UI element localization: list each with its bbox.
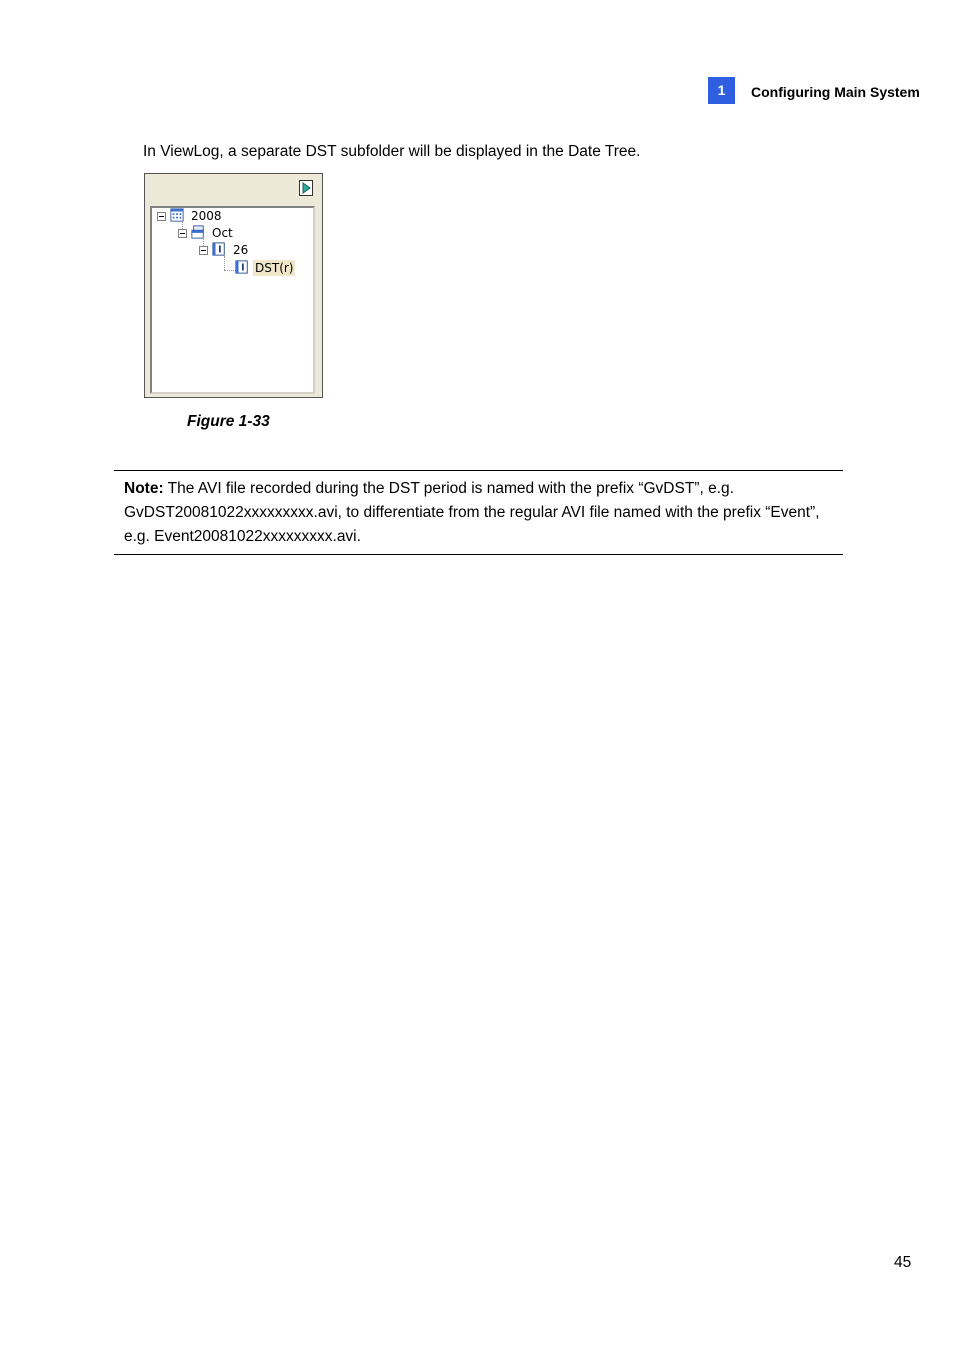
calendar-month-icon — [191, 225, 205, 239]
date-tree-window — [144, 173, 323, 398]
tree-node-day[interactable] — [152, 242, 312, 258]
note-box — [124, 477, 824, 549]
calendar-day-icon — [235, 260, 249, 274]
tree-node-month[interactable] — [152, 225, 312, 241]
collapse-toggle[interactable] — [178, 229, 187, 238]
chapter-badge: 1 — [708, 77, 735, 104]
tree-node-label: Oct — [212, 226, 233, 240]
note-text: The AVI file recorded during the DST period is named with the prefix “GvDST”, e.g. GvDST20081022xxxxxxxxx.avi, to differentiate from the regular AVI file named with the prefix “Event”, e.g. Event20081022xxxxxxxxx.avi. — [124, 480, 820, 545]
calendar-day-icon — [212, 242, 226, 256]
expand-arrow-button[interactable] — [299, 180, 313, 196]
tree-node-label: DST(r) — [255, 261, 294, 275]
tree-node-year[interactable] — [152, 208, 312, 224]
collapse-toggle[interactable] — [157, 212, 166, 221]
tree-node-dst[interactable] — [152, 260, 312, 276]
page-number: 45 — [894, 1254, 912, 1271]
play-arrow-icon — [300, 181, 312, 195]
intro-paragraph: In ViewLog, a separate DST subfolder will be displayed in the Date Tree. — [143, 143, 641, 160]
date-tree-toolbar — [145, 174, 322, 204]
note-bottom-rule — [114, 554, 843, 555]
collapse-toggle[interactable] — [199, 246, 208, 255]
note-label: Note: — [124, 480, 164, 497]
tree-scroll-edge — [317, 206, 321, 394]
chapter-title: Configuring Main System — [751, 84, 920, 100]
tree-node-label: 2008 — [191, 209, 222, 223]
date-tree — [150, 206, 315, 394]
figure-caption: Figure 1-33 — [187, 413, 270, 430]
calendar-year-icon — [170, 208, 184, 222]
note-top-rule — [114, 470, 843, 471]
tree-node-label: 26 — [233, 243, 249, 257]
